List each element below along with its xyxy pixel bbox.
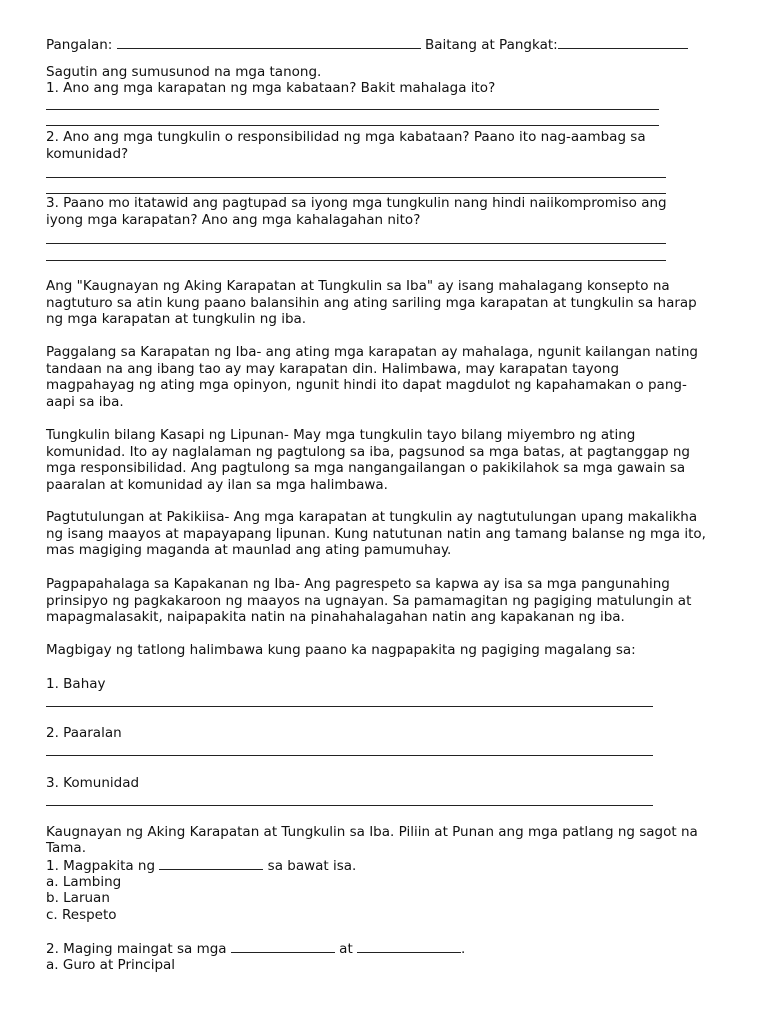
answer-line[interactable]	[46, 243, 666, 244]
answer-line[interactable]	[46, 177, 666, 178]
question-3-line-2: iyong mga karapatan? Ano ang mga kahalagahan nito?	[46, 212, 421, 228]
instructions-1: Sagutin ang sumusunod na mga tanong.	[46, 64, 322, 80]
choice-a[interactable]: a. Guro at Principal	[46, 957, 176, 973]
part3-instructions-line-1: Kaugnayan ng Aking Karapatan at Tungkulin sa Iba. Piliin at Punan ang mga patlang ng sagot na	[46, 824, 698, 840]
name-field[interactable]	[117, 36, 421, 49]
answer-line[interactable]	[46, 260, 666, 261]
name-label: Pangalan:	[46, 37, 113, 53]
part3-instructions-line-2: Tama.	[46, 840, 86, 856]
part2-item-2: 2. Paaralan	[46, 725, 122, 741]
answer-line[interactable]	[46, 755, 653, 756]
answer-line[interactable]	[46, 125, 659, 126]
part3-question-2: 2. Maging maingat sa mga at .	[46, 941, 466, 957]
answer-line[interactable]	[46, 805, 653, 806]
fill-blank[interactable]	[231, 940, 335, 953]
grade-label: Baitang at Pangkat:	[424, 37, 558, 53]
answer-line[interactable]	[46, 109, 659, 110]
paragraph-tungkulin: Tungkulin bilang Kasapi ng Lipunan- May mga tungkulin tayo bilang miyembro ng ating komunidad. Ito ay naglalaman ng pagtulong sa iba, pagsunod sa mga batas, at pagtanggap ng mga responsibilidad. Ang pagtulong sa mga nangangailangan o pakikilahok sa mga gawain sa paaralan at komunidad ay ilan sa mga halimbawa.	[46, 427, 690, 493]
question-1: 1. Ano ang mga karapatan ng mga kabataan? Bakit mahalaga ito?	[46, 80, 496, 96]
fill-blank[interactable]	[357, 940, 461, 953]
answer-line[interactable]	[46, 706, 653, 707]
question-2-line-2: komunidad?	[46, 146, 129, 162]
choice-c[interactable]: c. Respeto	[46, 907, 117, 923]
question-2-line-1: 2. Ano ang mga tungkulin o responsibilidad ng mga kabataan? Paano ito nag-aambag sa	[46, 129, 646, 145]
answer-line[interactable]	[46, 193, 666, 194]
paragraph-pagpapahalaga: Pagpapahalaga sa Kapakanan ng Iba- Ang pagrespeto sa kapwa ay isa sa mga pangunahing prinsipyo ng pagkakaroon ng maayos na ugnayan. Sa pamamagitan ng pagiging matulungin at mapagmalasakit, naipapakita natin na pinahahalagahan natin ang kapakanan ng iba.	[46, 576, 692, 625]
part2-item-1: 1. Bahay	[46, 676, 106, 692]
choice-b[interactable]: b. Laruan	[46, 890, 110, 906]
paragraph-pagtutulungan: Pagtutulungan at Pakikiisa- Ang mga karapatan at tungkulin ay nagtutulungan upang makalikha ng isang maayos at mapayapang lipunan. Kung natutunan natin ang tamang balanse ng mga ito, mas magiging maganda at maunlad ang ating pamumuhay.	[46, 509, 706, 558]
grade-field[interactable]	[558, 36, 688, 49]
part3-question-1: 1. Magpakita ng sa bawat isa.	[46, 858, 357, 874]
intro-paragraph: Ang "Kaugnayan ng Aking Karapatan at Tungkulin sa Iba" ay isang mahalagang konsepto na nagtuturo sa atin kung paano balansihin ang ating sariling mga karapatan at tungkulin sa harap ng mga karapatan at tungkulin ng iba.	[46, 278, 697, 327]
header-row	[46, 36, 688, 53]
question-3-line-1: 3. Paano mo itatawid ang pagtupad sa iyong mga tungkulin nang hindi naiikompromiso ang	[46, 195, 667, 211]
choice-a[interactable]: a. Lambing	[46, 874, 122, 890]
part2-item-3: 3. Komunidad	[46, 775, 140, 791]
fill-blank[interactable]	[159, 857, 263, 870]
paragraph-paggalang: Paggalang sa Karapatan ng Iba- ang ating mga karapatan ay mahalaga, ngunit kailangan nating tandaan na ang ibang tao ay may karapatan din. Halimbawa, may karapatan tayong magpahayag ng ating mga opinyon, ngunit hindi ito dapat magdulot ng kapahamakan o pang- aapi sa iba.	[46, 344, 698, 410]
part2-instructions: Magbigay ng tatlong halimbawa kung paano ka nagpapakita ng pagiging magalang sa:	[46, 642, 636, 658]
